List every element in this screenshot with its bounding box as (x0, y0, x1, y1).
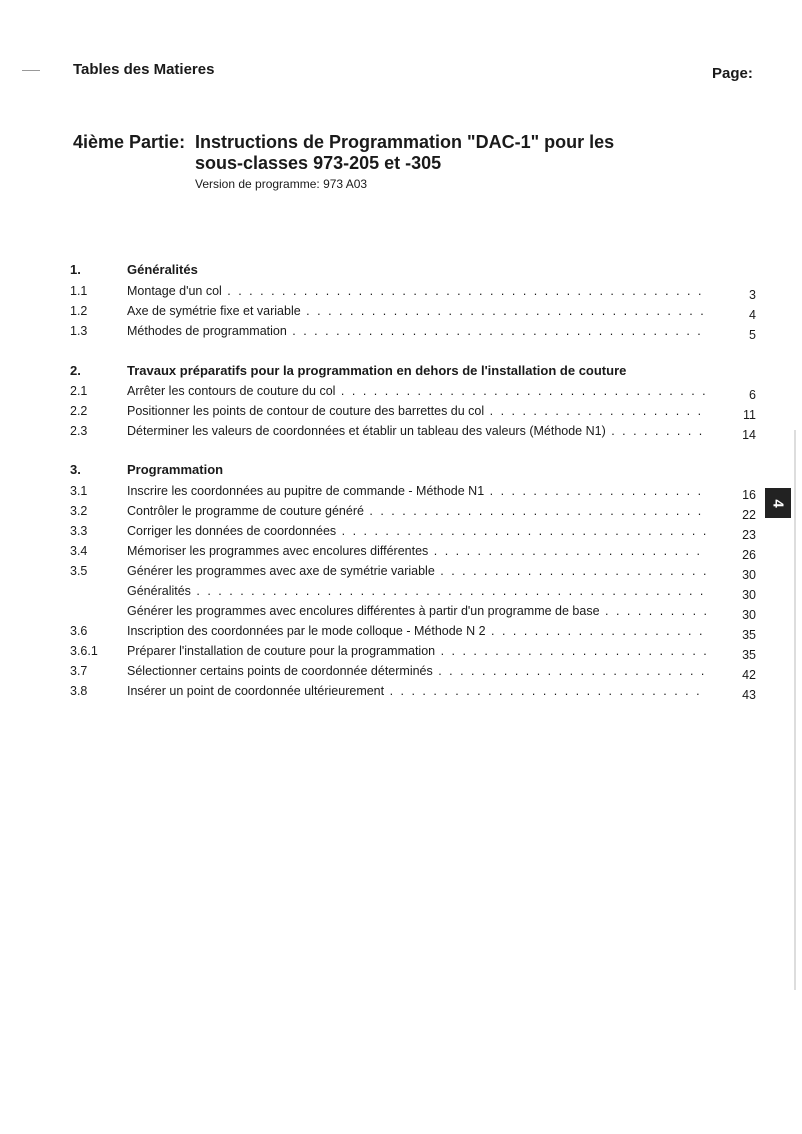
toc-page-number: 26 (742, 548, 756, 562)
toc-title: Déterminer les valeurs de coordonnées et établir un tableau des valeurs (Méthode N1) . . . (127, 424, 707, 438)
toc-entry (0, 584, 802, 604)
toc-entry (0, 324, 802, 344)
toc-number: 2. (70, 363, 81, 378)
toc-title: Corriger les données de coordonnées . . . (127, 524, 707, 538)
header-title: Tables des Matieres (73, 61, 215, 78)
toc-number: 1. (70, 262, 81, 277)
toc-number: 3. (70, 462, 81, 477)
toc-page-number: 35 (742, 648, 756, 662)
toc-number: 1.2 (70, 304, 88, 318)
toc-page-number: 5 (749, 328, 756, 342)
scan-mark (22, 70, 40, 71)
toc-number: 2.2 (70, 404, 88, 418)
toc-page-number: 11 (743, 408, 756, 422)
toc-page-number: 35 (742, 628, 756, 642)
toc-title: Axe de symétrie fixe et variable . . . (127, 304, 707, 318)
toc-page-number: 4 (749, 308, 756, 322)
toc-title: Contrôler le programme de couture généré . . . (127, 504, 707, 518)
toc-section-heading (0, 262, 802, 282)
toc-entry (0, 604, 802, 624)
toc-title: Sélectionner certains points de coordonnée déterminés . . . (127, 664, 707, 678)
toc-page-number: 14 (742, 428, 756, 442)
part-label: 4ième Partie: (73, 132, 186, 152)
toc-title: Montage d'un col . . . (127, 284, 707, 298)
part-version: Version de programme: 973 A03 (195, 177, 368, 191)
toc-entry (0, 644, 802, 664)
toc-page-number: 16 (742, 488, 756, 502)
toc-title: Programmation (127, 462, 224, 477)
toc-entry (0, 304, 802, 324)
toc-entry (0, 384, 802, 404)
toc-page-number: 22 (742, 508, 756, 522)
toc-number: 3.5 (70, 564, 88, 578)
toc-page-number: 6 (749, 388, 756, 402)
toc-section-heading (0, 462, 802, 482)
toc-title: Travaux préparatifs pour la programmation en dehors de l'installation de couture (127, 363, 627, 378)
toc-page-number: 3 (749, 288, 756, 302)
toc-entry (0, 664, 802, 684)
toc-number: 3.2 (70, 504, 88, 518)
part-title: Instructions de Programmation "DAC-1" pour les sous-classes 973-205 et -305 (195, 132, 615, 173)
toc-entry (0, 404, 802, 424)
toc-number: 3.7 (70, 664, 88, 678)
toc-number: 1.3 (70, 324, 88, 338)
toc-page-number: 30 (742, 608, 756, 622)
toc-entry (0, 484, 802, 504)
toc-title: Inscrire les coordonnées au pupitre de commande - Méthode N1 . . . (127, 484, 707, 498)
toc-number: 2.1 (70, 384, 88, 398)
toc-title: Générer les programmes avec axe de symétrie variable . . . (127, 564, 707, 578)
toc-title: Générer les programmes avec encolures différentes à partir d'un programme de base . . . (127, 604, 707, 618)
toc-title: Insérer un point de coordonnée ultérieurement . . . (127, 684, 707, 698)
toc-number: 3.8 (70, 684, 88, 698)
toc-entry (0, 524, 802, 544)
toc-entry (0, 624, 802, 644)
toc-number: 1.1 (70, 284, 88, 298)
toc-entry (0, 504, 802, 524)
toc-title: Positionner les points de contour de couture des barrettes du col . . . (127, 404, 707, 418)
toc-title: Préparer l'installation de couture pour la programmation . . . (127, 644, 707, 658)
section-tab: 4 (765, 488, 791, 518)
toc-number: 3.6 (70, 624, 88, 638)
toc-entry (0, 684, 802, 704)
toc-title: Généralités . . . (127, 584, 707, 598)
toc-number: 2.3 (70, 424, 88, 438)
toc-number: 3.4 (70, 544, 88, 558)
toc-page-number: 43 (742, 688, 756, 702)
toc-section-heading (0, 363, 802, 383)
toc-title: Arrêter les contours de couture du col . . . (127, 384, 707, 398)
toc-title: Généralités (127, 262, 198, 277)
toc-page-number: 30 (742, 588, 756, 602)
header-page-label: Page: (712, 65, 753, 82)
toc-title: Méthodes de programmation . . . (127, 324, 707, 338)
toc-number: 3.1 (70, 484, 88, 498)
toc-page-number: 23 (742, 528, 756, 542)
toc-title: Mémoriser les programmes avec encolures différentes . . . (127, 544, 707, 558)
toc-number: 3.3 (70, 524, 88, 538)
toc-page-number: 30 (742, 568, 756, 582)
toc-entry (0, 284, 802, 304)
toc-number: 3.6.1 (70, 644, 98, 658)
toc-page-number: 42 (742, 668, 756, 682)
toc-entry (0, 424, 802, 444)
toc-title: Inscription des coordonnées par le mode colloque - Méthode N 2 . . . (127, 624, 707, 638)
toc-entry (0, 544, 802, 564)
toc-entry (0, 564, 802, 584)
